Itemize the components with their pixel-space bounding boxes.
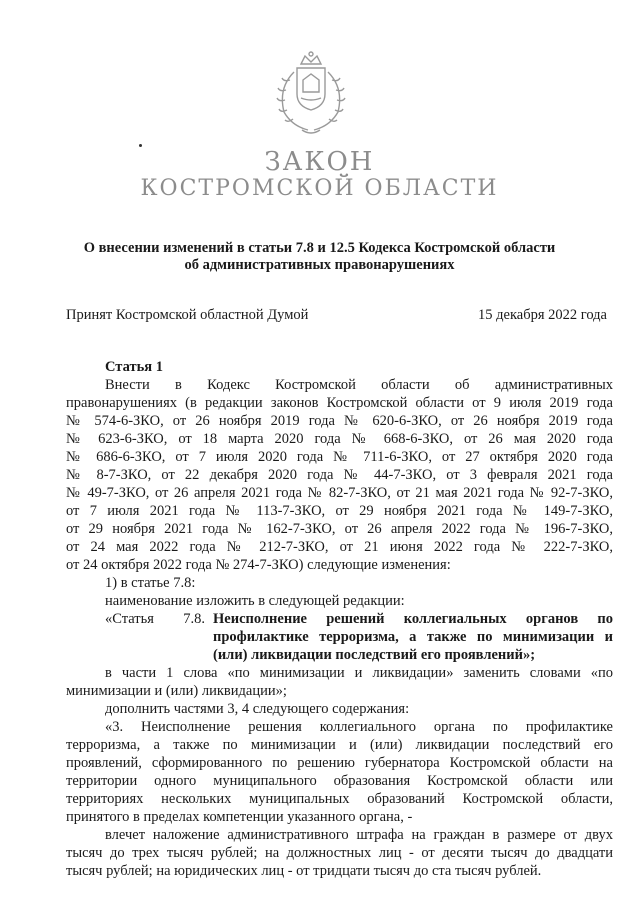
text-line: тысяч рублей; на юридических лиц - от тридцати тысяч до ста тысяч рублей. [66, 863, 542, 879]
text-line: № 686-6-ЗКО, от 7 июля 2020 года № 711-6-ЗКО, от 27 октября 2020 года [66, 449, 613, 465]
text-line: дополнить частями 3, 4 следующего содержания: [105, 701, 410, 717]
text-line: от 24 октября 2022 года № 274-7-ЗКО) следующие изменения: [66, 557, 451, 573]
text-line: проявлений, сформированного по решению губернатора Костромской области на [66, 755, 613, 771]
text-line: в части 1 слова «по минимизации и ликвидации» заменить словами «по [105, 665, 613, 681]
text-line: от 24 мая 2022 года № 212-7-ЗКО, от 21 июня 2022 года № 222-7-ЗКО, [66, 539, 613, 555]
text-line: минимизации и (или) ликвидации»; [66, 683, 287, 699]
quoted-title-line: профилактике терроризма, а также по минимизации и [213, 629, 613, 645]
quoted-title-line: (или) ликвидации последствий его проявлений»; [213, 647, 536, 663]
item-line: 1) в статье 7.8: [105, 575, 196, 591]
article-heading: Статья 1 [105, 359, 163, 375]
text-line: № 8-7-ЗКО, от 22 декабря 2020 года № 44-7-ЗКО, от 3 февраля 2021 года [66, 467, 613, 483]
adoption-line [66, 307, 607, 324]
document-title-line: об административных правонарушениях [184, 257, 455, 273]
law-heading: ЗАКОН [264, 147, 375, 177]
text-line: от 7 июля 2021 года № 113-7-ЗКО, от 29 ноября 2021 года № 149-7-ЗКО, [66, 503, 613, 519]
text-line: «3. Неисполнение решения коллегиального органа по профилактике [105, 719, 613, 735]
text-line: № 623-6-ЗКО, от 18 марта 2020 года № 668-6-ЗКО, от 26 мая 2020 года [66, 431, 613, 447]
adoption-date: 15 декабря 2022 года [478, 307, 607, 323]
text-line: № 49-7-ЗКО, от 26 апреля 2021 года № 82-7-ЗКО, от 21 мая 2021 года № 92-7-ЗКО, [66, 485, 613, 501]
text-line: № 574-6-ЗКО, от 26 ноября 2019 года № 620-6-ЗКО, от 26 ноября 2019 года [66, 413, 613, 429]
text-line: влечет наложение административного штрафа на граждан в размере от двух [105, 827, 613, 843]
law-region: КОСТРОМСКОЙ ОБЛАСТИ [140, 176, 499, 201]
text-line: территориях нескольких муниципальных образований Костромской области, [66, 791, 613, 807]
document-title-line: О внесении изменений в статьи 7.8 и 12.5 Кодекса Костромской области [83, 240, 556, 256]
adopted-by: Принят Костромской областной Думой [66, 307, 309, 323]
text-line: принятого в пределах компетенции указанного органа, - [66, 809, 413, 825]
text-line: тысяч до трех тысяч рублей; на должностных лиц - от десяти тысяч до двадцати [66, 845, 613, 861]
text-line: территории одного муниципального образования Костромской области или [66, 773, 613, 789]
quoted-title-line: Неисполнение решений коллегиальных органов по [213, 611, 613, 627]
text-line: от 29 ноября 2021 года № 162-7-ЗКО, от 26 апреля 2022 года № 196-7-ЗКО, [66, 521, 613, 537]
text-line: наименование изложить в следующей редакции: [105, 593, 405, 609]
quote-label: «Статья 7.8. [105, 611, 205, 627]
coat-of-arms-icon [268, 50, 354, 138]
text-line: Внести в Кодекс Костромской области об административных [105, 377, 613, 393]
text-line: правонарушениях (в редакции законов Костромской области от 9 июля 2019 года [66, 395, 613, 411]
text-line: терроризма, а также по минимизации и (или) ликвидации последствий его [66, 737, 613, 753]
